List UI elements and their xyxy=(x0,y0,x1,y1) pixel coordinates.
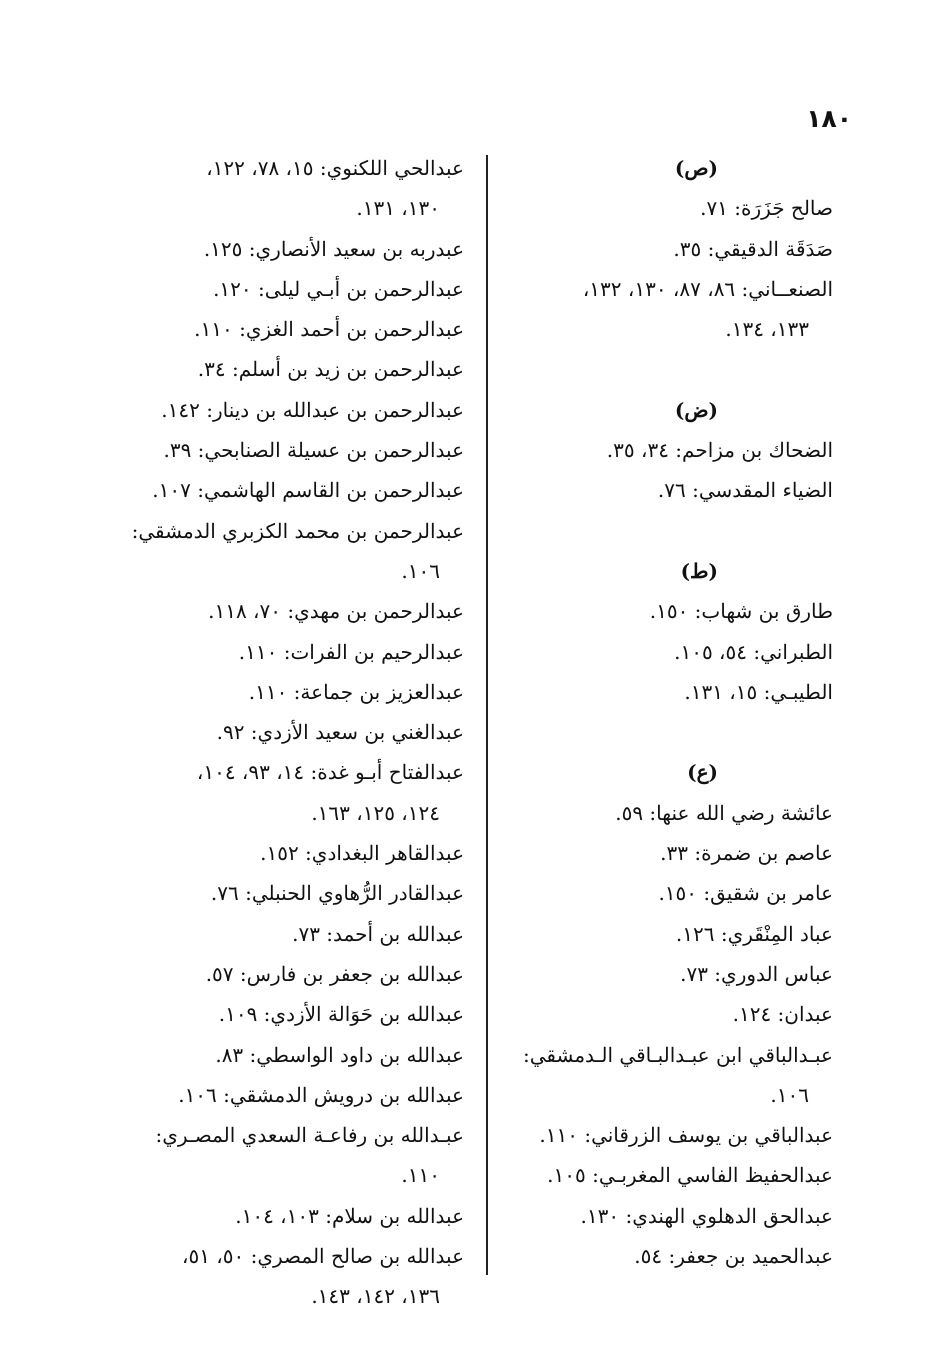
index-entry: عبدالرحمن بن القاسم الهاشمي: ١٠٧. xyxy=(152,478,464,503)
index-entry: عبدالباقي بن يوسف الزرقاني: ١١٠. xyxy=(539,1123,833,1148)
index-entry: عبدالقادر الرُّهاوي الحنبلي: ٧٦. xyxy=(210,881,464,906)
index-entry-continuation: ١٣٦، ١٤٢، ١٤٣. xyxy=(311,1284,440,1309)
index-entry: عبدالحميد بن جعفر: ٥٤. xyxy=(634,1244,833,1269)
section-gap xyxy=(488,712,833,752)
index-entry: الضياء المقدسي: ٧٦. xyxy=(657,478,833,503)
index-entry: عبدربه بن سعيد الأنصاري: ١٢٥. xyxy=(203,236,464,261)
index-column-right xyxy=(488,148,833,1276)
index-entry: عبـدالله بن رفاعـة السعدي المصـري: xyxy=(155,1123,464,1148)
index-entry: عبدالعزيز بن جماعة: ١١٠. xyxy=(248,679,464,704)
index-entry: عبدالقاهر البغدادي: ١٥٢. xyxy=(260,841,464,866)
index-entry: عبدالله بن داود الواسطي: ٨٣. xyxy=(215,1042,464,1067)
index-entry: عبدالله بن أحمد: ٧٣. xyxy=(292,921,464,946)
index-entry: صَدَقَة الدقيقي: ٣٥. xyxy=(673,236,833,261)
index-entry-continuation: ١١٠. xyxy=(401,1163,440,1188)
index-entry-continuation: ١٣٠، ١٣١. xyxy=(356,196,440,221)
index-entry: عبدالرحمن بن أحمد الغزي: ١١٠. xyxy=(194,317,464,342)
index-entry: عبدان: ١٢٤. xyxy=(732,1002,833,1027)
index-entry: عبدالرحمن بن عبدالله بن دينار: ١٤٢. xyxy=(161,397,464,422)
section-letter-header: (ط) xyxy=(680,558,718,583)
section-letter-header: (ض) xyxy=(674,397,718,422)
section-letter-header: (ع) xyxy=(687,760,718,785)
index-entry: عبدالله بن جعفر بن فارس: ٥٧. xyxy=(205,961,464,986)
index-entry: عبدالرحمن بن محمد الكزبري الدمشقي: xyxy=(131,518,464,543)
index-entry: عبدالرحمن بن أبـي ليلى: ١٢٠. xyxy=(213,276,464,301)
section-gap xyxy=(488,511,833,551)
index-entry: الطيبـي: ١٥، ١٣١. xyxy=(684,679,833,704)
index-entry: عبدالله بن حَوَالة الأزدي: ١٠٩. xyxy=(218,1002,464,1027)
index-entry: عامر بن شقيق: ١٥٠. xyxy=(658,881,833,906)
index-entry: عبدالله بن درويش الدمشقي: ١٠٦. xyxy=(178,1082,464,1107)
index-entry: طارق بن شهاب: ١٥٠. xyxy=(649,599,833,624)
index-entry: عاصم بن ضمرة: ٣٣. xyxy=(660,841,833,866)
index-entry-continuation: ١٢٤، ١٢٥، ١٦٣. xyxy=(311,800,440,825)
column-divider xyxy=(486,155,488,1275)
index-entry: عبدالفتاح أبـو غدة: ١٤، ٩٣، ١٠٤، xyxy=(196,760,464,785)
index-entry: عبدالرحيم بن الفرات: ١١٠. xyxy=(238,639,464,664)
index-entry: عبدالحفيظ الفاسي المغربـي: ١٠٥. xyxy=(547,1163,833,1188)
index-entry: عباس الدوري: ٧٣. xyxy=(680,961,833,986)
index-entry: عبدالرحمن بن عسيلة الصنابحي: ٣٩. xyxy=(163,438,464,463)
index-entry: الصنعــاني: ٨٦، ٨٧، ١٣٠، ١٣٢، xyxy=(582,276,833,301)
index-entry: عبدالرحمن بن زيد بن أسلم: ٣٤. xyxy=(197,357,464,382)
index-entry: عبدالحي اللكنوي: ١٥، ٧٨، ١٢٢، xyxy=(206,156,464,180)
index-entry: الطبراني: ٥٤، ١٠٥. xyxy=(674,639,833,664)
section-gap xyxy=(488,349,833,389)
page-number: ١٨٠ xyxy=(806,104,852,133)
index-entry: عبـدالباقي ابن عبـدالبـاقي الـدمشقي: xyxy=(522,1042,833,1067)
index-entry: عباد المِنْقَري: ١٢٦. xyxy=(675,921,833,946)
index-entry-continuation: ١٣٣، ١٣٤. xyxy=(725,317,809,342)
index-entry-continuation: ١٠٦. xyxy=(770,1082,809,1107)
section-letter-header: (ص) xyxy=(674,156,718,180)
index-entry: صالح جَزَرَة: ٧١. xyxy=(700,196,833,221)
index-entry: عبدالغني بن سعيد الأزدي: ٩٢. xyxy=(216,720,464,745)
index-entry-continuation: ١٠٦. xyxy=(401,558,440,583)
index-entry: عائشة رضي الله عنها: ٥٩. xyxy=(615,800,833,825)
index-entry: عبدالله بن صالح المصري: ٥٠، ٥١، xyxy=(182,1244,464,1269)
index-column-left xyxy=(119,148,464,1317)
index-entry: عبدالرحمن بن مهدي: ٧٠، ١١٨. xyxy=(208,599,464,624)
index-entry: عبدالحق الدهلوي الهندي: ١٣٠. xyxy=(580,1203,833,1228)
index-entry: عبدالله بن سلام: ١٠٣، ١٠٤. xyxy=(235,1203,464,1228)
index-entry: الضحاك بن مزاحم: ٣٤، ٣٥. xyxy=(606,438,833,463)
